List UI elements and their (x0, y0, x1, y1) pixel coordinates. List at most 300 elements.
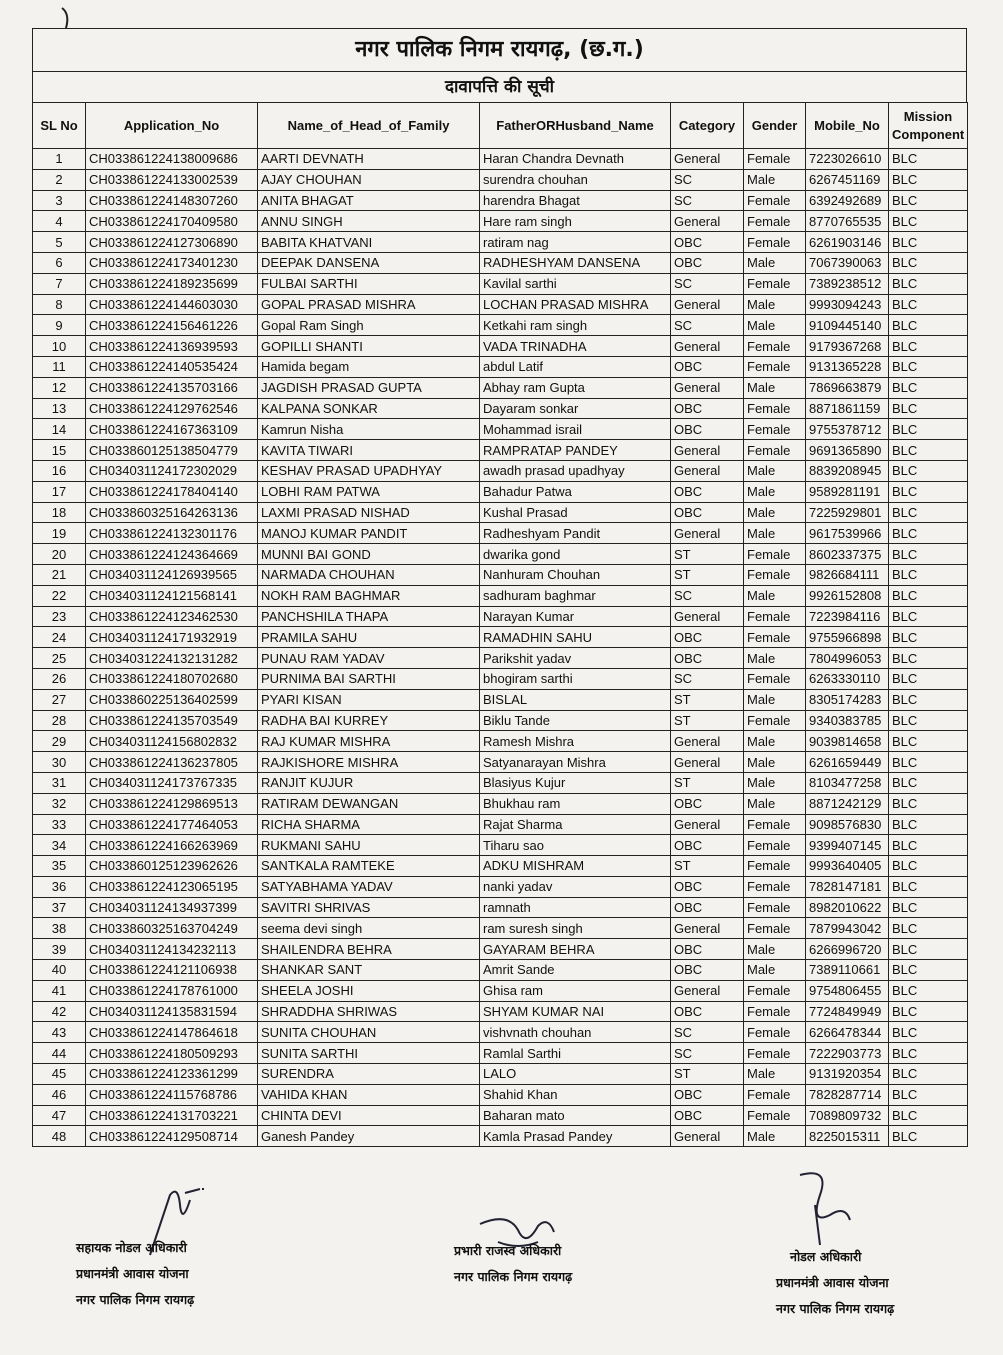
cell-sl-no: 48 (33, 1126, 86, 1147)
cell-gender: Male (744, 460, 806, 481)
document-sheet (32, 28, 967, 1147)
cell-father-husband: Hare ram singh (480, 211, 671, 232)
cell-sl-no: 39 (33, 939, 86, 960)
cell-father-husband: RAMADHIN SAHU (480, 627, 671, 648)
cell-gender: Male (744, 1126, 806, 1147)
cell-name: RICHA SHARMA (258, 814, 480, 835)
cell-application-no: CH033860125138504779 (86, 440, 258, 461)
cell-name: NOKH RAM BAGHMAR (258, 585, 480, 606)
cell-mobile: 7828147181 (806, 876, 889, 897)
sig-left-line-2: प्रधानमंत्री आवास योजना (76, 1266, 189, 1281)
cell-father-husband: Ketkahi ram singh (480, 315, 671, 336)
cell-gender: Male (744, 523, 806, 544)
cell-sl-no: 45 (33, 1064, 86, 1085)
cell-application-no: CH033861224129869513 (86, 793, 258, 814)
cell-mission: BLC (889, 502, 968, 523)
cell-application-no: CH033861224138009686 (86, 149, 258, 170)
cell-mission: BLC (889, 190, 968, 211)
cell-father-husband: sadhuram baghmar (480, 585, 671, 606)
cell-mission: BLC (889, 627, 968, 648)
cell-sl-no: 12 (33, 377, 86, 398)
cell-father-husband: Mohammad israil (480, 419, 671, 440)
cell-category: OBC (671, 627, 744, 648)
table-row (33, 1105, 968, 1126)
cell-name: NARMADA CHOUHAN (258, 564, 480, 585)
cell-application-no: CH033861224147864618 (86, 1022, 258, 1043)
cell-gender: Female (744, 1022, 806, 1043)
table-row (33, 544, 968, 565)
cell-gender: Female (744, 668, 806, 689)
cell-application-no: CH033861224189235699 (86, 273, 258, 294)
cell-name: PYARI KISAN (258, 689, 480, 710)
cell-father-husband: RAMPRATAP PANDEY (480, 440, 671, 461)
cell-category: SC (671, 273, 744, 294)
cell-sl-no: 18 (33, 502, 86, 523)
sig-center-line-2: नगर पालिक निगम रायगढ़ (454, 1269, 573, 1284)
cell-father-husband: Dayaram sonkar (480, 398, 671, 419)
cell-mobile: 9617539966 (806, 523, 889, 544)
signature-right (776, 1244, 894, 1322)
cell-name: VAHIDA KHAN (258, 1084, 480, 1105)
table-row (33, 294, 968, 315)
cell-name: DEEPAK DANSENA (258, 252, 480, 273)
cell-mission: BLC (889, 294, 968, 315)
sig-right-line-3: नगर पालिक निगम रायगढ़ (776, 1301, 895, 1316)
cell-sl-no: 33 (33, 814, 86, 835)
signature-center (454, 1238, 572, 1290)
cell-application-no: CH033861224133002539 (86, 169, 258, 190)
table-row (33, 1043, 968, 1064)
cell-gender: Female (744, 336, 806, 357)
cell-mission: BLC (889, 939, 968, 960)
cell-mission: BLC (889, 585, 968, 606)
cell-father-husband: GAYARAM BEHRA (480, 939, 671, 960)
cell-category: ST (671, 856, 744, 877)
cell-category: General (671, 523, 744, 544)
table-row (33, 793, 968, 814)
table-row (33, 710, 968, 731)
cell-name: RADHA BAI KURREY (258, 710, 480, 731)
cell-mobile: 9131920354 (806, 1064, 889, 1085)
cell-father-husband: LOCHAN PRASAD MISHRA (480, 294, 671, 315)
cell-application-no: CH033861224127306890 (86, 232, 258, 253)
cell-name: PANCHSHILA THAPA (258, 606, 480, 627)
cell-sl-no: 10 (33, 336, 86, 357)
cell-name: AARTI DEVNATH (258, 149, 480, 170)
table-row (33, 440, 968, 461)
cell-application-no: CH034031124171932919 (86, 627, 258, 648)
cell-application-no: CH033861224123361299 (86, 1064, 258, 1085)
cell-father-husband: Narayan Kumar (480, 606, 671, 627)
cell-gender: Male (744, 772, 806, 793)
cell-gender: Female (744, 918, 806, 939)
cell-father-husband: RADHESHYAM DANSENA (480, 252, 671, 273)
table-row (33, 315, 968, 336)
cell-application-no: CH033861224121106938 (86, 960, 258, 981)
cell-sl-no: 29 (33, 731, 86, 752)
cell-mission: BLC (889, 856, 968, 877)
cell-mobile: 9179367268 (806, 336, 889, 357)
cell-mobile: 7089809732 (806, 1105, 889, 1126)
cell-application-no: CH033861224140535424 (86, 356, 258, 377)
cell-name: SHANKAR SANT (258, 960, 480, 981)
cell-name: RATIRAM DEWANGAN (258, 793, 480, 814)
cell-father-husband: Radheshyam Pandit (480, 523, 671, 544)
cell-father-husband: Baharan mato (480, 1105, 671, 1126)
cell-category: General (671, 752, 744, 773)
cell-mission: BLC (889, 377, 968, 398)
cell-name: SHEELA JOSHI (258, 980, 480, 1001)
cell-mission: BLC (889, 460, 968, 481)
cell-category: OBC (671, 481, 744, 502)
cell-application-no: CH033860325164263136 (86, 502, 258, 523)
cell-sl-no: 5 (33, 232, 86, 253)
cell-mobile: 7389238512 (806, 273, 889, 294)
cell-mission: BLC (889, 440, 968, 461)
cell-gender: Female (744, 627, 806, 648)
cell-gender: Female (744, 606, 806, 627)
cell-gender: Male (744, 481, 806, 502)
table-row (33, 336, 968, 357)
cell-mission: BLC (889, 606, 968, 627)
table-row (33, 232, 968, 253)
cell-sl-no: 24 (33, 627, 86, 648)
cell-mission: BLC (889, 689, 968, 710)
cell-application-no: CH033861224148307260 (86, 190, 258, 211)
cell-application-no: CH033861224136939593 (86, 336, 258, 357)
cell-mobile: 9755966898 (806, 627, 889, 648)
cell-mobile: 9131365228 (806, 356, 889, 377)
cell-mission: BLC (889, 398, 968, 419)
cell-category: OBC (671, 398, 744, 419)
table-row (33, 939, 968, 960)
cell-gender: Male (744, 1064, 806, 1085)
cell-category: General (671, 211, 744, 232)
table-row (33, 211, 968, 232)
cell-mobile: 7222903773 (806, 1043, 889, 1064)
cell-category: OBC (671, 1001, 744, 1022)
cell-mission: BLC (889, 523, 968, 544)
cell-mission: BLC (889, 960, 968, 981)
cell-mobile: 8839208945 (806, 460, 889, 481)
document-subtitle: दावापत्ति की सूची (32, 71, 967, 102)
table-row (33, 252, 968, 273)
cell-name: GOPAL PRASAD MISHRA (258, 294, 480, 315)
cell-category: ST (671, 710, 744, 731)
cell-name: RANJIT KUJUR (258, 772, 480, 793)
cell-father-husband: BISLAL (480, 689, 671, 710)
signature-left (76, 1235, 194, 1313)
header-sl-no: SL No (33, 103, 86, 149)
cell-father-husband: surendra chouhan (480, 169, 671, 190)
cell-name: SATYABHAMA YADAV (258, 876, 480, 897)
cell-father-husband: Biklu Tande (480, 710, 671, 731)
cell-mission: BLC (889, 835, 968, 856)
cell-category: General (671, 440, 744, 461)
cell-name: SUNITA SARTHI (258, 1043, 480, 1064)
table-row (33, 1064, 968, 1085)
cell-mission: BLC (889, 731, 968, 752)
cell-gender: Female (744, 398, 806, 419)
cell-name: ANNU SINGH (258, 211, 480, 232)
cell-mission: BLC (889, 772, 968, 793)
cell-application-no: CH034031124135831594 (86, 1001, 258, 1022)
cell-sl-no: 47 (33, 1105, 86, 1126)
cell-category: SC (671, 668, 744, 689)
cell-sl-no: 31 (33, 772, 86, 793)
cell-name: LAXMI PRASAD NISHAD (258, 502, 480, 523)
cell-gender: Female (744, 149, 806, 170)
cell-father-husband: ramnath (480, 897, 671, 918)
cell-father-husband: awadh prasad upadhyay (480, 460, 671, 481)
cell-category: OBC (671, 960, 744, 981)
cell-gender: Male (744, 169, 806, 190)
cell-sl-no: 25 (33, 648, 86, 669)
cell-mission: BLC (889, 149, 968, 170)
cell-application-no: CH033861224123065195 (86, 876, 258, 897)
cell-mobile: 9926152808 (806, 585, 889, 606)
cell-mission: BLC (889, 980, 968, 1001)
table-row (33, 190, 968, 211)
cell-name: RUKMANI SAHU (258, 835, 480, 856)
header-mobile-no: Mobile_No (806, 103, 889, 149)
cell-name: JAGDISH PRASAD GUPTA (258, 377, 480, 398)
cell-sl-no: 11 (33, 356, 86, 377)
cell-mobile: 9039814658 (806, 731, 889, 752)
cell-gender: Female (744, 835, 806, 856)
cell-name: ANITA BHAGAT (258, 190, 480, 211)
cell-mission: BLC (889, 544, 968, 565)
cell-category: SC (671, 315, 744, 336)
cell-name: SHAILENDRA BEHRA (258, 939, 480, 960)
cell-father-husband: Amrit Sande (480, 960, 671, 981)
cell-father-husband: ADKU MISHRAM (480, 856, 671, 877)
header-application-no: Application_No (86, 103, 258, 149)
cell-mobile: 8103477258 (806, 772, 889, 793)
cell-gender: Female (744, 876, 806, 897)
cell-category: OBC (671, 419, 744, 440)
cell-name: CHINTA DEVI (258, 1105, 480, 1126)
claims-table (32, 102, 968, 1147)
cell-sl-no: 23 (33, 606, 86, 627)
cell-application-no: CH033861224131703221 (86, 1105, 258, 1126)
table-body (33, 149, 968, 1147)
table-row (33, 1084, 968, 1105)
cell-mission: BLC (889, 918, 968, 939)
table-row (33, 585, 968, 606)
cell-father-husband: abdul Latif (480, 356, 671, 377)
cell-mobile: 9589281191 (806, 481, 889, 502)
cell-sl-no: 16 (33, 460, 86, 481)
cell-father-husband: ram suresh singh (480, 918, 671, 939)
cell-application-no: CH033861224180702680 (86, 668, 258, 689)
right-signature-scribble (790, 1165, 860, 1250)
cell-mobile: 9755378712 (806, 419, 889, 440)
cell-name: KALPANA SONKAR (258, 398, 480, 419)
cell-name: SURENDRA (258, 1064, 480, 1085)
table-header-row (33, 103, 968, 149)
table-row (33, 481, 968, 502)
cell-father-husband: Blasiyus Kujur (480, 772, 671, 793)
cell-application-no: CH033861224132301176 (86, 523, 258, 544)
cell-name: RAJKISHORE MISHRA (258, 752, 480, 773)
cell-sl-no: 17 (33, 481, 86, 502)
cell-mobile: 7804996053 (806, 648, 889, 669)
cell-name: SANTKALA RAMTEKE (258, 856, 480, 877)
cell-name: BABITA KHATVANI (258, 232, 480, 253)
cell-application-no: CH033861224135703166 (86, 377, 258, 398)
cell-gender: Female (744, 190, 806, 211)
cell-mobile: 8871242129 (806, 793, 889, 814)
cell-mission: BLC (889, 1064, 968, 1085)
cell-mobile: 8602337375 (806, 544, 889, 565)
cell-category: ST (671, 564, 744, 585)
cell-category: OBC (671, 897, 744, 918)
cell-mobile: 7223026610 (806, 149, 889, 170)
cell-mobile: 7389110661 (806, 960, 889, 981)
table-row (33, 273, 968, 294)
cell-name: KAVITA TIWARI (258, 440, 480, 461)
cell-sl-no: 21 (33, 564, 86, 585)
cell-application-no: CH033861224129508714 (86, 1126, 258, 1147)
cell-mobile: 9109445140 (806, 315, 889, 336)
cell-mission: BLC (889, 793, 968, 814)
cell-application-no: CH034031124121568141 (86, 585, 258, 606)
cell-mobile: 9993094243 (806, 294, 889, 315)
table-row (33, 918, 968, 939)
cell-mobile: 9691365890 (806, 440, 889, 461)
cell-application-no: CH033860125123962626 (86, 856, 258, 877)
cell-category: SC (671, 190, 744, 211)
cell-application-no: CH033861224178761000 (86, 980, 258, 1001)
cell-gender: Female (744, 1043, 806, 1064)
cell-application-no: CH033861224167363109 (86, 419, 258, 440)
table-row (33, 627, 968, 648)
cell-category: General (671, 149, 744, 170)
cell-category: General (671, 460, 744, 481)
cell-mission: BLC (889, 648, 968, 669)
cell-name: KESHAV PRASAD UPADHYAY (258, 460, 480, 481)
cell-name: SUNITA CHOUHAN (258, 1022, 480, 1043)
cell-mission: BLC (889, 336, 968, 357)
cell-sl-no: 3 (33, 190, 86, 211)
cell-mission: BLC (889, 876, 968, 897)
cell-category: OBC (671, 1105, 744, 1126)
cell-application-no: CH033861224135703549 (86, 710, 258, 731)
cell-sl-no: 8 (33, 294, 86, 315)
header-category: Category (671, 103, 744, 149)
cell-sl-no: 22 (33, 585, 86, 606)
table-row (33, 1001, 968, 1022)
table-row (33, 689, 968, 710)
cell-category: OBC (671, 793, 744, 814)
cell-sl-no: 32 (33, 793, 86, 814)
cell-gender: Female (744, 1001, 806, 1022)
cell-mobile: 9754806455 (806, 980, 889, 1001)
cell-gender: Male (744, 294, 806, 315)
cell-gender: Male (744, 731, 806, 752)
cell-mobile: 6267451169 (806, 169, 889, 190)
cell-category: ST (671, 772, 744, 793)
cell-sl-no: 46 (33, 1084, 86, 1105)
cell-father-husband: VADA TRINADHA (480, 336, 671, 357)
cell-application-no: CH033860325163704249 (86, 918, 258, 939)
cell-name: FULBAI SARTHI (258, 273, 480, 294)
cell-name: GOPILLI SHANTI (258, 336, 480, 357)
cell-sl-no: 37 (33, 897, 86, 918)
cell-gender: Male (744, 689, 806, 710)
cell-father-husband: Kavilal sarthi (480, 273, 671, 294)
cell-application-no: CH034031124156802832 (86, 731, 258, 752)
cell-name: PUNAU RAM YADAV (258, 648, 480, 669)
cell-name: Hamida begam (258, 356, 480, 377)
cell-application-no: CH033861224166263969 (86, 835, 258, 856)
cell-gender: Female (744, 419, 806, 440)
table-row (33, 960, 968, 981)
cell-mission: BLC (889, 252, 968, 273)
table-row (33, 856, 968, 877)
table-row (33, 149, 968, 170)
table-row (33, 980, 968, 1001)
cell-father-husband: Parikshit yadav (480, 648, 671, 669)
cell-mobile: 8770765535 (806, 211, 889, 232)
cell-mobile: 9826684111 (806, 564, 889, 585)
cell-gender: Male (744, 502, 806, 523)
cell-father-husband: LALO (480, 1064, 671, 1085)
cell-application-no: CH033861224144603030 (86, 294, 258, 315)
cell-mission: BLC (889, 1001, 968, 1022)
cell-gender: Male (744, 252, 806, 273)
cell-father-husband: Satyanarayan Mishra (480, 752, 671, 773)
cell-mobile: 9340383785 (806, 710, 889, 731)
cell-mission: BLC (889, 356, 968, 377)
header-father-or-husband: FatherORHusband_Name (480, 103, 671, 149)
cell-mission: BLC (889, 710, 968, 731)
sig-left-line-1: सहायक नोडल अधिकारी (76, 1240, 187, 1255)
cell-mission: BLC (889, 1126, 968, 1147)
cell-gender: Female (744, 544, 806, 565)
cell-father-husband: Ramlal Sarthi (480, 1043, 671, 1064)
cell-gender: Female (744, 710, 806, 731)
cell-gender: Male (744, 377, 806, 398)
cell-father-husband: Shahid Khan (480, 1084, 671, 1105)
cell-mission: BLC (889, 897, 968, 918)
table-row (33, 897, 968, 918)
cell-father-husband: Ghisa ram (480, 980, 671, 1001)
cell-gender: Female (744, 856, 806, 877)
cell-mobile: 9399407145 (806, 835, 889, 856)
cell-name: seema devi singh (258, 918, 480, 939)
cell-category: General (671, 294, 744, 315)
cell-application-no: CH034031124172302029 (86, 460, 258, 481)
cell-name: PURNIMA BAI SARTHI (258, 668, 480, 689)
cell-father-husband: ratiram nag (480, 232, 671, 253)
cell-mission: BLC (889, 814, 968, 835)
cell-gender: Male (744, 752, 806, 773)
cell-sl-no: 44 (33, 1043, 86, 1064)
table-row (33, 668, 968, 689)
cell-category: General (671, 980, 744, 1001)
cell-sl-no: 40 (33, 960, 86, 981)
cell-name: Ganesh Pandey (258, 1126, 480, 1147)
cell-gender: Male (744, 793, 806, 814)
cell-sl-no: 19 (33, 523, 86, 544)
cell-mobile: 6263330110 (806, 668, 889, 689)
cell-sl-no: 38 (33, 918, 86, 939)
header-gender: Gender (744, 103, 806, 149)
cell-gender: Female (744, 232, 806, 253)
cell-mission: BLC (889, 752, 968, 773)
